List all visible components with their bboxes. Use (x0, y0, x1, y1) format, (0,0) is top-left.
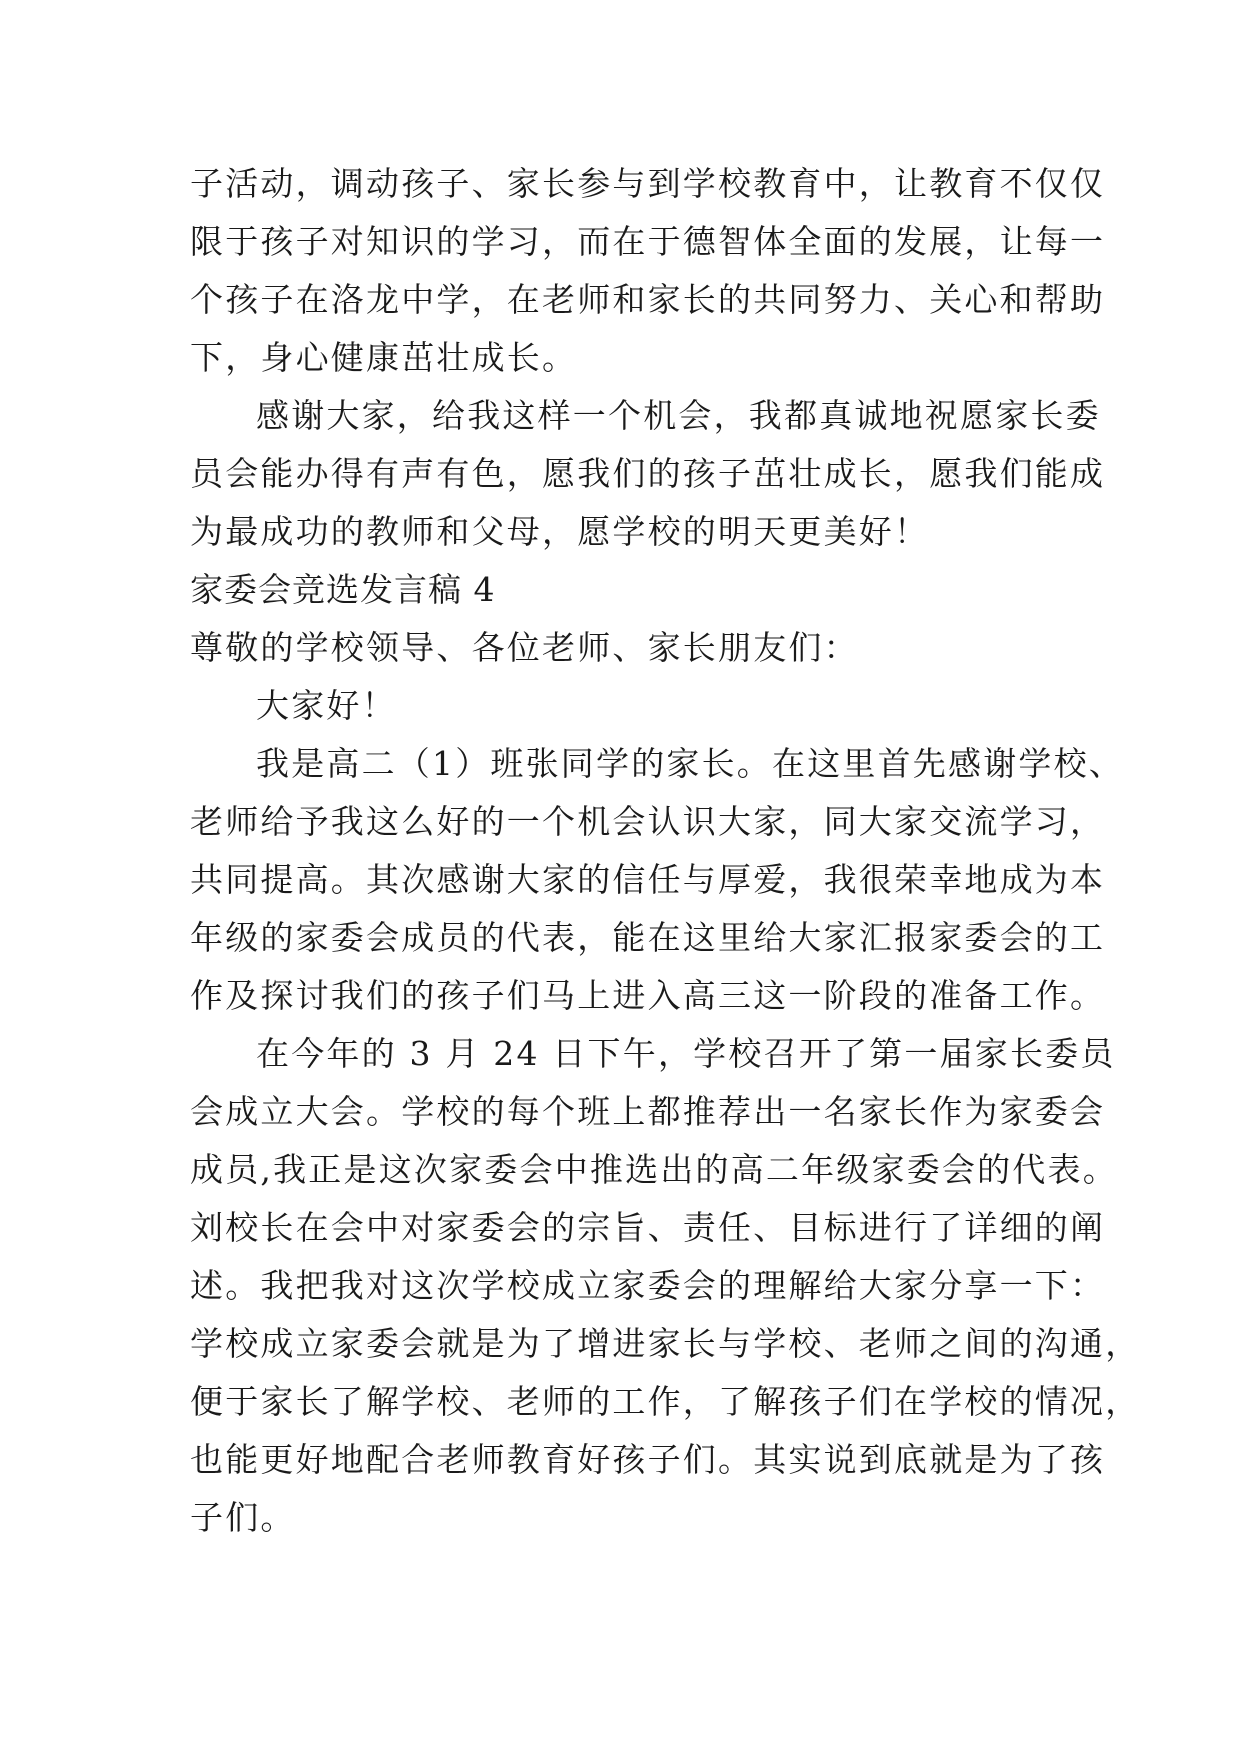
paragraph-intro (190, 735, 1124, 1025)
text-line: 老师给予我这么好的一个机会认识大家，同大家交流学习， (190, 802, 1106, 841)
text-line: 述。我把我对这次学校成立家委会的理解给大家分享一下： (190, 1266, 1106, 1305)
text-line: 作及探讨我们的孩子们马上进入高三这一阶段的准备工作。 (190, 976, 1106, 1015)
salutation: 尊敬的学校领导、各位老师、家长朋友们： (190, 628, 859, 667)
text-line: 个孩子在洛龙中学，在老师和家长的共同努力、关心和帮助 (190, 280, 1106, 319)
text-line: 在今年的 3 月 24 日下午，学校召开了第一届家长委员 (256, 1034, 1116, 1073)
text-line: 员会能办得有声有色，愿我们的孩子茁壮成长，愿我们能成 (190, 454, 1106, 493)
text-line: 共同提高。其次感谢大家的信任与厚爱，我很荣幸地成为本 (190, 860, 1106, 899)
greeting: 大家好！ (256, 686, 397, 725)
text-line: 刘校长在会中对家委会的宗旨、责任、目标进行了详细的阐 (190, 1208, 1106, 1247)
section-title: 家委会竞选发言稿 4 (190, 570, 496, 609)
text-line: 学校成立家委会就是为了增进家长与学校、老师之间的沟通， (190, 1324, 1141, 1363)
paragraph-continued (190, 155, 1106, 387)
text-line: 为最成功的教师和父母，愿学校的明天更美好！ (190, 512, 930, 551)
text-line: 子们。 (190, 1498, 296, 1537)
text-line: 子活动，调动孩子、家长参与到学校教育中，让教育不仅仅 (190, 164, 1106, 203)
text-line: 我是高二（1）班张同学的家长。在这里首先感谢学校、 (256, 744, 1124, 783)
paragraph-thanks (190, 387, 1106, 561)
document-body (190, 155, 1141, 1547)
text-line: 也能更好地配合老师教育好孩子们。其实说到底就是为了孩 (190, 1440, 1106, 1479)
text-line: 年级的家委会成员的代表，能在这里给大家汇报家委会的工 (190, 918, 1106, 957)
text-line: 便于家长了解学校、老师的工作，了解孩子们在学校的情况， (190, 1382, 1141, 1421)
text-line: 限于孩子对知识的学习，而在于德智体全面的发展，让每一 (190, 222, 1106, 261)
text-line: 成员,我正是这次家委会中推选出的高二年级家委会的代表。 (190, 1150, 1118, 1189)
text-line: 下，身心健康茁壮成长。 (190, 338, 578, 377)
text-line: 感谢大家，给我这样一个机会，我都真诚地祝愿家长委 (256, 396, 1101, 435)
text-line: 会成立大会。学校的每个班上都推荐出一名家长作为家委会 (190, 1092, 1106, 1131)
paragraph-meeting (190, 1025, 1141, 1547)
